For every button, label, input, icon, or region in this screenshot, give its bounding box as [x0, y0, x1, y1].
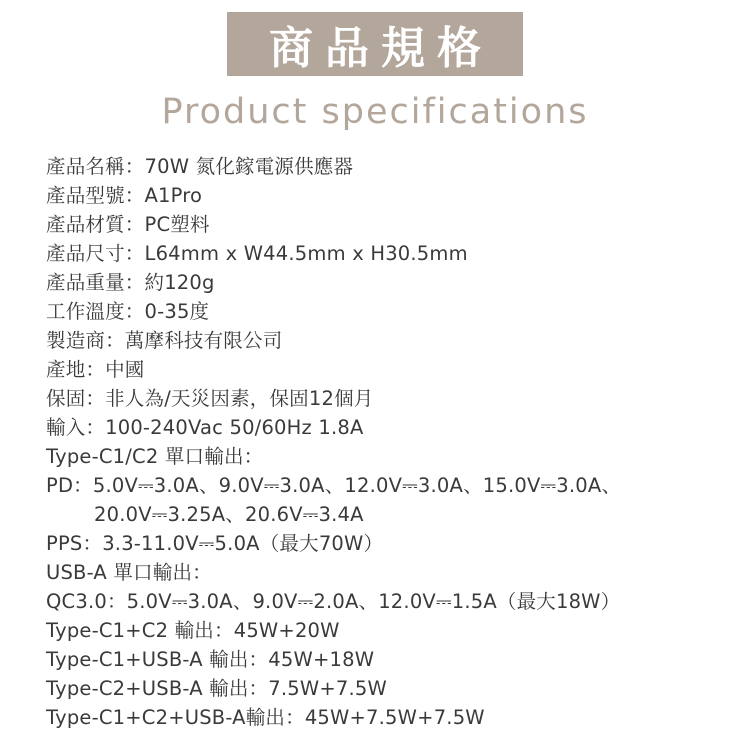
- spec-line: Type-C1+C2+USB-A輸出：45W+7.5W+7.5W: [46, 706, 485, 729]
- page-subtitle: Product specifications: [161, 92, 589, 132]
- spec-line: 產品重量：約120g: [46, 271, 215, 294]
- spec-line: 保固：非人為/天災因素，保固12個月: [46, 387, 374, 410]
- spec-line: Type-C1+USB-A 輸出：45W+18W: [46, 648, 375, 671]
- spec-line: 製造商：萬摩科技有限公司: [46, 329, 283, 352]
- spec-line: 20.0V⎓3.25A、20.6V⎓3.4A: [94, 503, 364, 526]
- spec-line: 產品材質：PC塑料: [46, 213, 210, 236]
- spec-line: PD：5.0V⎓3.0A、9.0V⎓3.0A、12.0V⎓3.0A、15.0V⎓3.0A、: [46, 474, 622, 497]
- spec-line: 輸入：100-240Vac 50/60Hz 1.8A: [46, 416, 364, 439]
- title-banner: [227, 12, 523, 76]
- spec-line: 工作溫度：0-35度: [46, 300, 210, 323]
- spec-line: 產品名稱：70W 氮化鎵電源供應器: [46, 155, 354, 178]
- spec-list: [46, 152, 736, 732]
- spec-line: USB-A 單口輸出：: [46, 561, 212, 584]
- spec-line: QC3.0：5.0V⎓3.0A、9.0V⎓2.0A、12.0V⎓1.5A（最大18W）: [46, 590, 621, 613]
- spec-line: 產品型號：A1Pro: [46, 184, 203, 207]
- spec-line: PPS：3.3-11.0V⎓5.0A（最大70W）: [46, 532, 384, 555]
- spec-line: Type-C1/C2 單口輸出：: [46, 445, 264, 468]
- spec-line: 產地：中國: [46, 358, 145, 381]
- spec-line: Type-C1+C2 輸出：45W+20W: [46, 619, 340, 642]
- page-title: 商品規格: [269, 23, 493, 74]
- spec-line: Type-C2+USB-A 輸出：7.5W+7.5W: [46, 677, 387, 700]
- spec-line: 產品尺寸：L64mm x W44.5mm x H30.5mm: [46, 242, 468, 265]
